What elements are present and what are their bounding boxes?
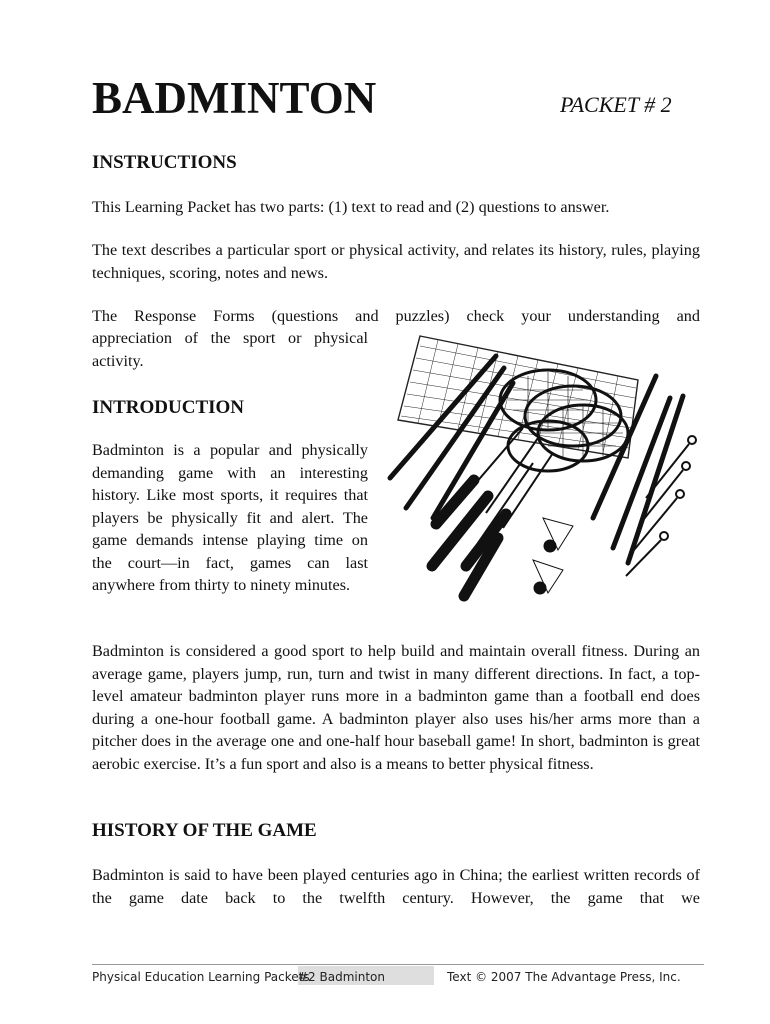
introduction-paragraph-1: Badminton is a popular and physically demanding game with an interesting history. Like most sports, it requires that players be physically fit and alert. The game demands intense playing time on the court—in fact, games can last anywhere from thirty to ninety minutes. — [92, 441, 368, 594]
footer-divider — [92, 964, 704, 965]
introduction-heading: INTRODUCTION — [92, 397, 245, 418]
footer-middle-text: #2 Badminton — [298, 970, 385, 984]
rackets-drawing — [463, 370, 628, 543]
history-paragraph-1: Badminton is said to have been played centuries ago in China; the earliest written records of the game date back to the twelfth century. However, the game that we — [92, 866, 700, 907]
page-title: BADMINTON — [92, 73, 377, 123]
packet-number: PACKET # 2 — [560, 92, 672, 117]
instructions-paragraph-2: The text describes a particular sport or physical activity, and relates its history, rules, playing techniques, scoring, notes and news. — [92, 241, 700, 282]
instructions-paragraph-3a: The Response Forms (questions and puzzles) check your understanding and — [92, 307, 700, 325]
poles-drawing — [390, 356, 683, 563]
footer-left-text: Physical Education Learning Packets — [92, 970, 310, 984]
introduction-paragraph-2: Badminton is considered a good sport to help build and maintain overall fitness. During an average game, players jump, run, turn and twist in many different directions. In fact, a top-level amateur badminton player runs more in a badminton game than a football end does during a one-hour football game. A badminton player also uses his/her arms more than a pitcher does in the average one and one-half hour baseball game! In short, badminton is great aerobic exercise. It’s a fun sport and also is a means to better physical fitness. — [92, 642, 700, 773]
instructions-heading: INSTRUCTIONS — [92, 152, 237, 173]
footer-right-text: Text © 2007 The Advantage Press, Inc. — [447, 970, 681, 984]
instructions-paragraph-3b: appreciation of the sport or physical activity. — [92, 329, 368, 370]
badminton-equipment-illustration — [378, 328, 706, 608]
history-heading: HISTORY OF THE GAME — [92, 820, 317, 841]
instructions-paragraph-1: This Learning Packet has two parts: (1) text to read and (2) questions to answer. — [92, 198, 610, 216]
shuttlecocks-drawing — [533, 518, 573, 594]
